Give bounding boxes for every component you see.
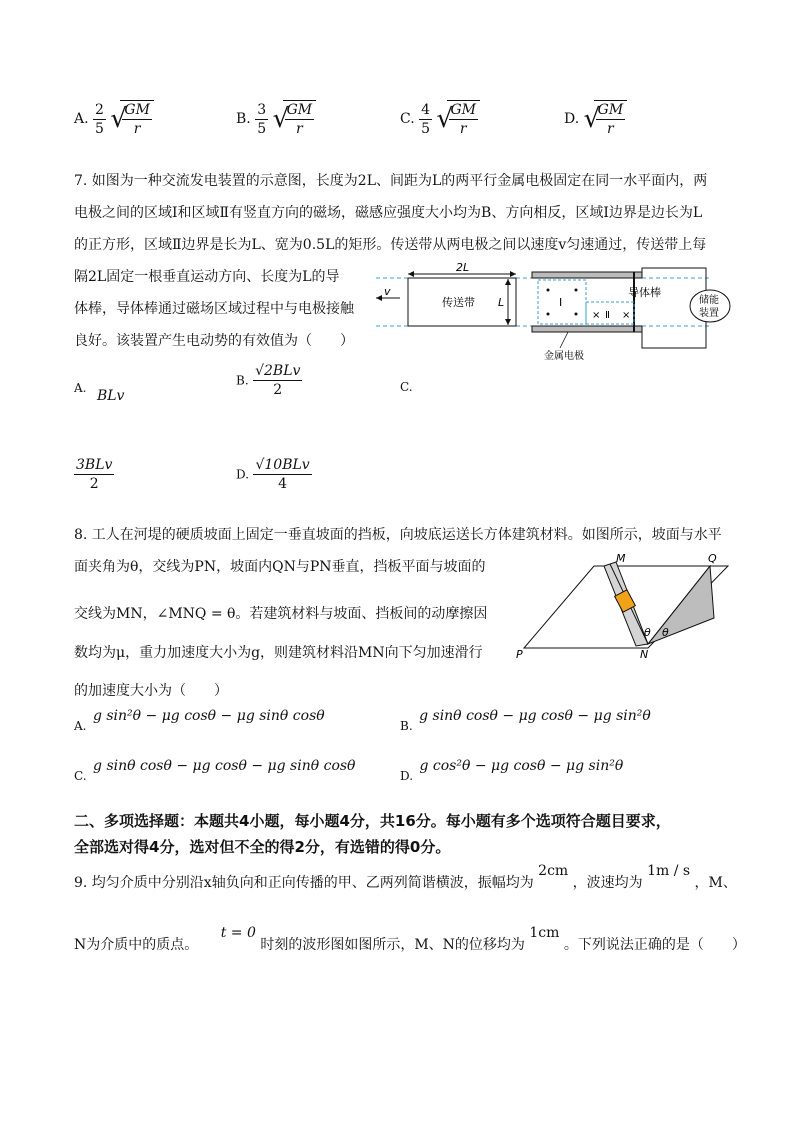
q9-line-2 xyxy=(74,922,746,953)
label-m: M xyxy=(616,552,626,565)
section-2-rules: 全部选对得4分，选对但不全的得2分，有选错的得0分。 xyxy=(74,838,451,856)
q6-option-a[interactable] xyxy=(74,100,154,138)
q6-option-b[interactable] xyxy=(236,100,316,138)
denominator: 5 xyxy=(421,120,431,137)
option-a-text: g sin²θ − μg cosθ − μg sinθ cosθ xyxy=(92,708,325,724)
q7-option-a[interactable] xyxy=(74,380,125,404)
q7-figure xyxy=(372,262,744,362)
option-d-text: g cos²θ − μg cosθ − μg sin²θ xyxy=(419,758,624,774)
q8-line-2: 面夹角为θ，交线为PN，坡面内QN与PN垂直，挡板平面与坡面的 xyxy=(74,559,486,575)
radicand-denominator: r xyxy=(295,121,303,137)
radicand-numerator: √ GM xyxy=(124,102,150,118)
section-2-heading: 二、多项选择题：本题共4小题，每小题4分，共16分。每小题有多个选项符合题目要求， xyxy=(74,812,671,830)
numerator: 2 xyxy=(95,101,104,118)
q7-line-4: 隔2L固定一根垂直运动方向、长度为L的导 xyxy=(74,269,340,285)
q8-figure xyxy=(512,552,744,662)
radical xyxy=(110,100,154,138)
svg-text:×: × xyxy=(592,310,601,321)
radical xyxy=(437,100,481,138)
q8-option-b[interactable] xyxy=(400,708,651,733)
option-b-text: g sinθ cosθ − μg cosθ − μg sin²θ xyxy=(419,708,651,724)
q9-text-2: ，波速均为 xyxy=(572,875,643,891)
q8-option-d[interactable] xyxy=(400,758,624,783)
label-v: v xyxy=(384,285,391,298)
label-electrode: 金属电极 xyxy=(544,351,584,362)
label-theta-1: θ xyxy=(644,626,651,639)
q7-line-3: 的正方形，区域Ⅱ边界是长为L、宽为0.5L的矩形。传送带从两电极之间以速度v匀速通过，传送带上每 xyxy=(74,237,707,253)
label-region-2: Ⅱ xyxy=(605,310,610,321)
q7-line-5: 体棒，导体棒通过磁场区域过程中与电极接触 xyxy=(74,301,354,317)
option-a-text: BLv xyxy=(96,388,125,404)
radicand-numerator: √ GM xyxy=(286,102,313,118)
option-d-denominator: 4 xyxy=(278,476,288,492)
numerator: 4 xyxy=(421,101,431,118)
option-c-numerator: 3BLv xyxy=(76,457,113,473)
option-label: A. xyxy=(74,381,87,395)
radicand-numerator: √ GM xyxy=(450,102,477,118)
radicand-numerator: √ GM xyxy=(597,102,624,118)
option-c-denominator: 2 xyxy=(89,476,99,492)
denominator: 5 xyxy=(95,120,104,137)
numerator: 3 xyxy=(257,101,267,118)
option-label: D. xyxy=(564,111,580,127)
option-label: D. xyxy=(236,467,250,482)
label-belt: 传送带 xyxy=(442,296,475,309)
option-label: B. xyxy=(400,719,413,733)
option-label: A. xyxy=(74,719,87,733)
option-label: C. xyxy=(74,769,87,783)
option-b-numerator: √2BLv xyxy=(255,363,301,379)
label-l: L xyxy=(498,296,505,309)
option-c-text: g sinθ cosθ − μg cosθ − μg sinθ cosθ xyxy=(93,758,356,774)
q8-option-c[interactable] xyxy=(74,758,356,783)
label-region-1: Ⅰ xyxy=(559,296,563,309)
q9-text-5: 时刻的波形图如图所示，M、N的位移均为 xyxy=(260,937,525,953)
q7-option-d[interactable] xyxy=(236,456,312,493)
label-n: N xyxy=(640,648,649,661)
label-2l: 2L xyxy=(456,262,470,274)
q9-speed: 1m / s xyxy=(647,863,691,879)
label-theta-2: θ xyxy=(662,626,669,639)
denominator: 5 xyxy=(257,120,267,137)
q8-line-1: 8. 工人在河堤的硬质坡面上固定一垂直坡面的挡板，向坡底运送长方体建筑材料。如图所示，坡面与水平 xyxy=(74,527,722,543)
q9-text-3: ，M、 xyxy=(694,875,737,891)
option-label: D. xyxy=(400,769,414,783)
q8-line-5: 的加速度大小为（ ） xyxy=(74,683,228,699)
label-p: P xyxy=(516,648,523,661)
q7-option-c-label[interactable]: C. xyxy=(400,380,413,394)
fraction xyxy=(93,101,106,138)
q8-line-4: 数均为μ，重力加速度大小为g，则建筑材料沿MN向下匀加速滑行 xyxy=(74,645,483,661)
q9-displacement: 1cm xyxy=(529,925,560,941)
q7-line-2: 电极之间的区域Ⅰ和区域Ⅱ有竖直方向的磁场，磁感应强度大小均为B、方向相反，区域Ⅰ边界是边长为L xyxy=(74,205,703,221)
q6-option-d[interactable] xyxy=(564,100,627,138)
q7-line-6: 良好。该装置产生电动势的有效值为（ ） xyxy=(74,333,354,349)
q9-line-1 xyxy=(74,860,737,891)
q9-time: t = 0 xyxy=(220,925,256,941)
option-d-numerator: √10BLv xyxy=(255,457,310,473)
radicand-denominator: r xyxy=(133,121,141,137)
option-label: B. xyxy=(236,111,251,127)
radical xyxy=(584,100,628,138)
fraction xyxy=(419,101,432,138)
q8-line-3: 交线为MN，∠MNQ = θ。若建筑材料与坡面、挡板间的动摩擦因 xyxy=(74,606,488,622)
q9-text-6: 。下列说法正确的是（ ） xyxy=(563,937,746,953)
radical xyxy=(273,100,317,138)
option-label: B. xyxy=(236,373,249,388)
q7-option-b[interactable] xyxy=(236,362,302,399)
option-label: A. xyxy=(74,111,89,127)
label-storage-1: 储能 xyxy=(699,295,719,306)
label-rod: 导体棒 xyxy=(628,286,661,299)
fraction xyxy=(255,101,268,138)
label-storage-2: 装置 xyxy=(699,308,719,319)
q9-text-1: 9. 均匀介质中分别沿x轴负向和正向传播的甲、乙两列简谐横波，振幅均为 xyxy=(74,875,534,891)
radicand-denominator: r xyxy=(459,121,467,137)
q9-text-4: N为介质中的质点。 xyxy=(74,937,199,953)
q7-line-1: 7. 如图为一种交流发电装置的示意图，长度为2L、间距为L的两平行金属电极固定在同一水平面内，两 xyxy=(74,173,708,189)
q8-option-a[interactable] xyxy=(74,708,325,733)
option-label: C. xyxy=(400,111,415,127)
option-b-denominator: 2 xyxy=(273,382,283,398)
q9-amplitude: 2cm xyxy=(538,863,569,879)
svg-text:×: × xyxy=(622,310,631,321)
q7-option-c[interactable] xyxy=(74,456,114,493)
q6-option-c[interactable] xyxy=(400,100,480,138)
label-q: Q xyxy=(708,552,717,565)
radicand-denominator: r xyxy=(607,121,614,137)
